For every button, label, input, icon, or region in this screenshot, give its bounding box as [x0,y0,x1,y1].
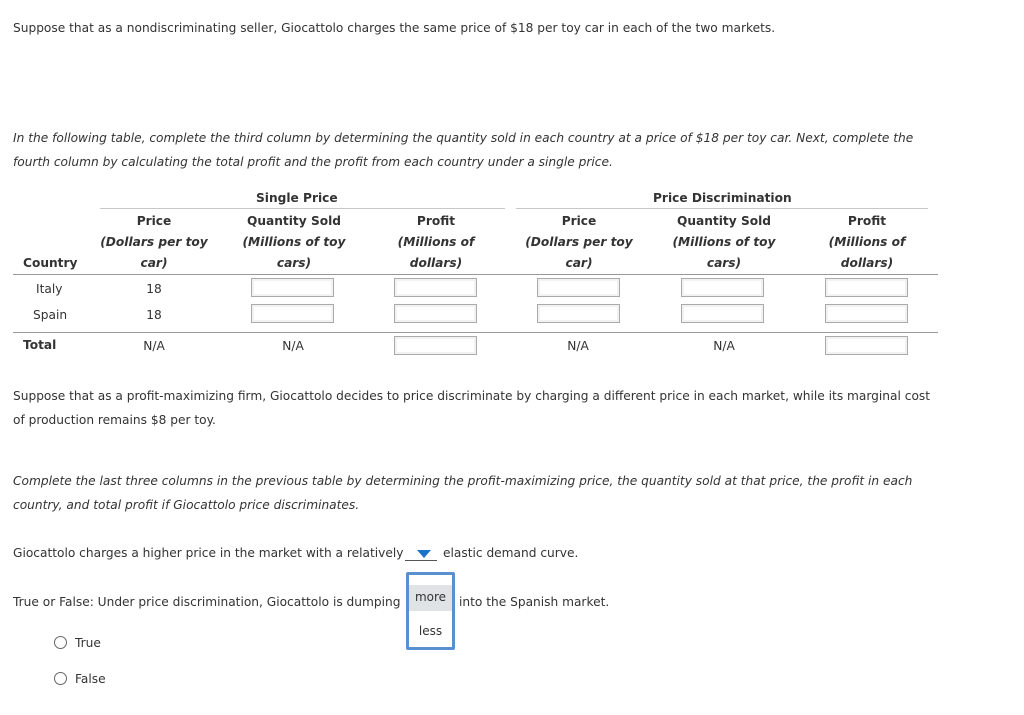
complete-line-1: Complete the last three columns in the previous table by determining the profit-maximizing price, the quantity sold at that price, the profit in each [13,474,913,488]
dropdown-option-less[interactable]: less [418,624,443,638]
complete-line-2: country, and total profit if Giocattolo price discriminates. [13,498,360,512]
total-discrim-quantity-na: N/A [713,339,735,353]
col-header-single-quantity: Quantity Sold (Millions of toy cars) [242,214,346,270]
price-discrimination-group-header: Price Discrimination [653,191,792,205]
scenario-line-1: Suppose that as a profit-maximizing firm, Giocattolo decides to price discriminate by charging a different price in each market, while its marginal cost [13,389,931,403]
spain-single-quantity-input[interactable] [251,304,334,323]
spain-discrim-quantity-input[interactable] [681,304,764,323]
false-radio-label[interactable]: False [75,672,106,686]
scenario-line-2: of production remains $8 per toy. [13,413,216,427]
true-radio-label[interactable]: True [75,636,101,650]
price-discrimination-group-rule [516,208,928,209]
question-2-text-after: into the Spanish market. [459,595,610,609]
total-discrim-price-na: N/A [567,339,589,353]
instructions-line-1: In the following table, complete the third column by determining the quantity sold in each country at a price of $18 per toy car. Next, complete the [13,131,914,145]
col-header-single-profit: Profit (Millions of dollars) [397,214,475,270]
intro-text: Suppose that as a nondiscriminating seller, Giocattolo charges the same price of $18 per toy car in each of the two markets. [13,21,776,35]
italy-single-quantity-input[interactable] [251,278,334,297]
single-price-group-header: Single Price [256,191,338,205]
spain-single-profit-input[interactable] [394,304,477,323]
question-1-text-after: elastic demand curve. [443,546,579,560]
italy-discrim-price-input[interactable] [537,278,620,297]
spain-discrim-price-input[interactable] [537,304,620,323]
spain-discrim-profit-input[interactable] [825,304,908,323]
col-header-discrim-price: Price (Dollars per toy car) [525,214,633,270]
false-radio-button[interactable] [54,672,67,685]
col-header-discrim-profit: Profit (Millions of dollars) [828,214,906,270]
question-1-text-before: Giocattolo charges a higher price in the market with a relatively [13,546,404,560]
col-header-discrim-quantity: Quantity Sold (Millions of toy cars) [672,214,776,270]
total-single-price-na: N/A [143,339,165,353]
dropdown-underline [405,560,437,561]
row-spain-country: Spain [33,308,68,322]
col-header-single-price: Price (Dollars per toy car) [100,214,208,270]
country-header: Country [23,256,78,270]
header-bottom-rule [13,274,938,275]
total-top-rule [13,332,938,333]
instructions-line-2: fourth column by calculating the total profit and the profit from each country under a single price. [13,155,613,169]
dropdown-menu [406,572,455,650]
total-single-profit-input[interactable] [394,336,477,355]
italy-discrim-quantity-input[interactable] [681,278,764,297]
italy-single-profit-input[interactable] [394,278,477,297]
row-total-label: Total [23,338,57,352]
total-single-quantity-na: N/A [282,339,304,353]
chevron-down-icon[interactable] [417,550,431,558]
single-price-group-rule [100,208,505,209]
dropdown-option-more[interactable]: more [409,585,452,611]
row-italy-country: Italy [36,282,63,296]
italy-discrim-profit-input[interactable] [825,278,908,297]
question-2-text-before: True or False: Under price discrimination, Giocattolo is dumping [13,595,401,609]
total-discrim-profit-input[interactable] [825,336,908,355]
true-radio-button[interactable] [54,636,67,649]
row-spain-single-price: 18 [146,308,162,322]
row-italy-single-price: 18 [146,282,162,296]
